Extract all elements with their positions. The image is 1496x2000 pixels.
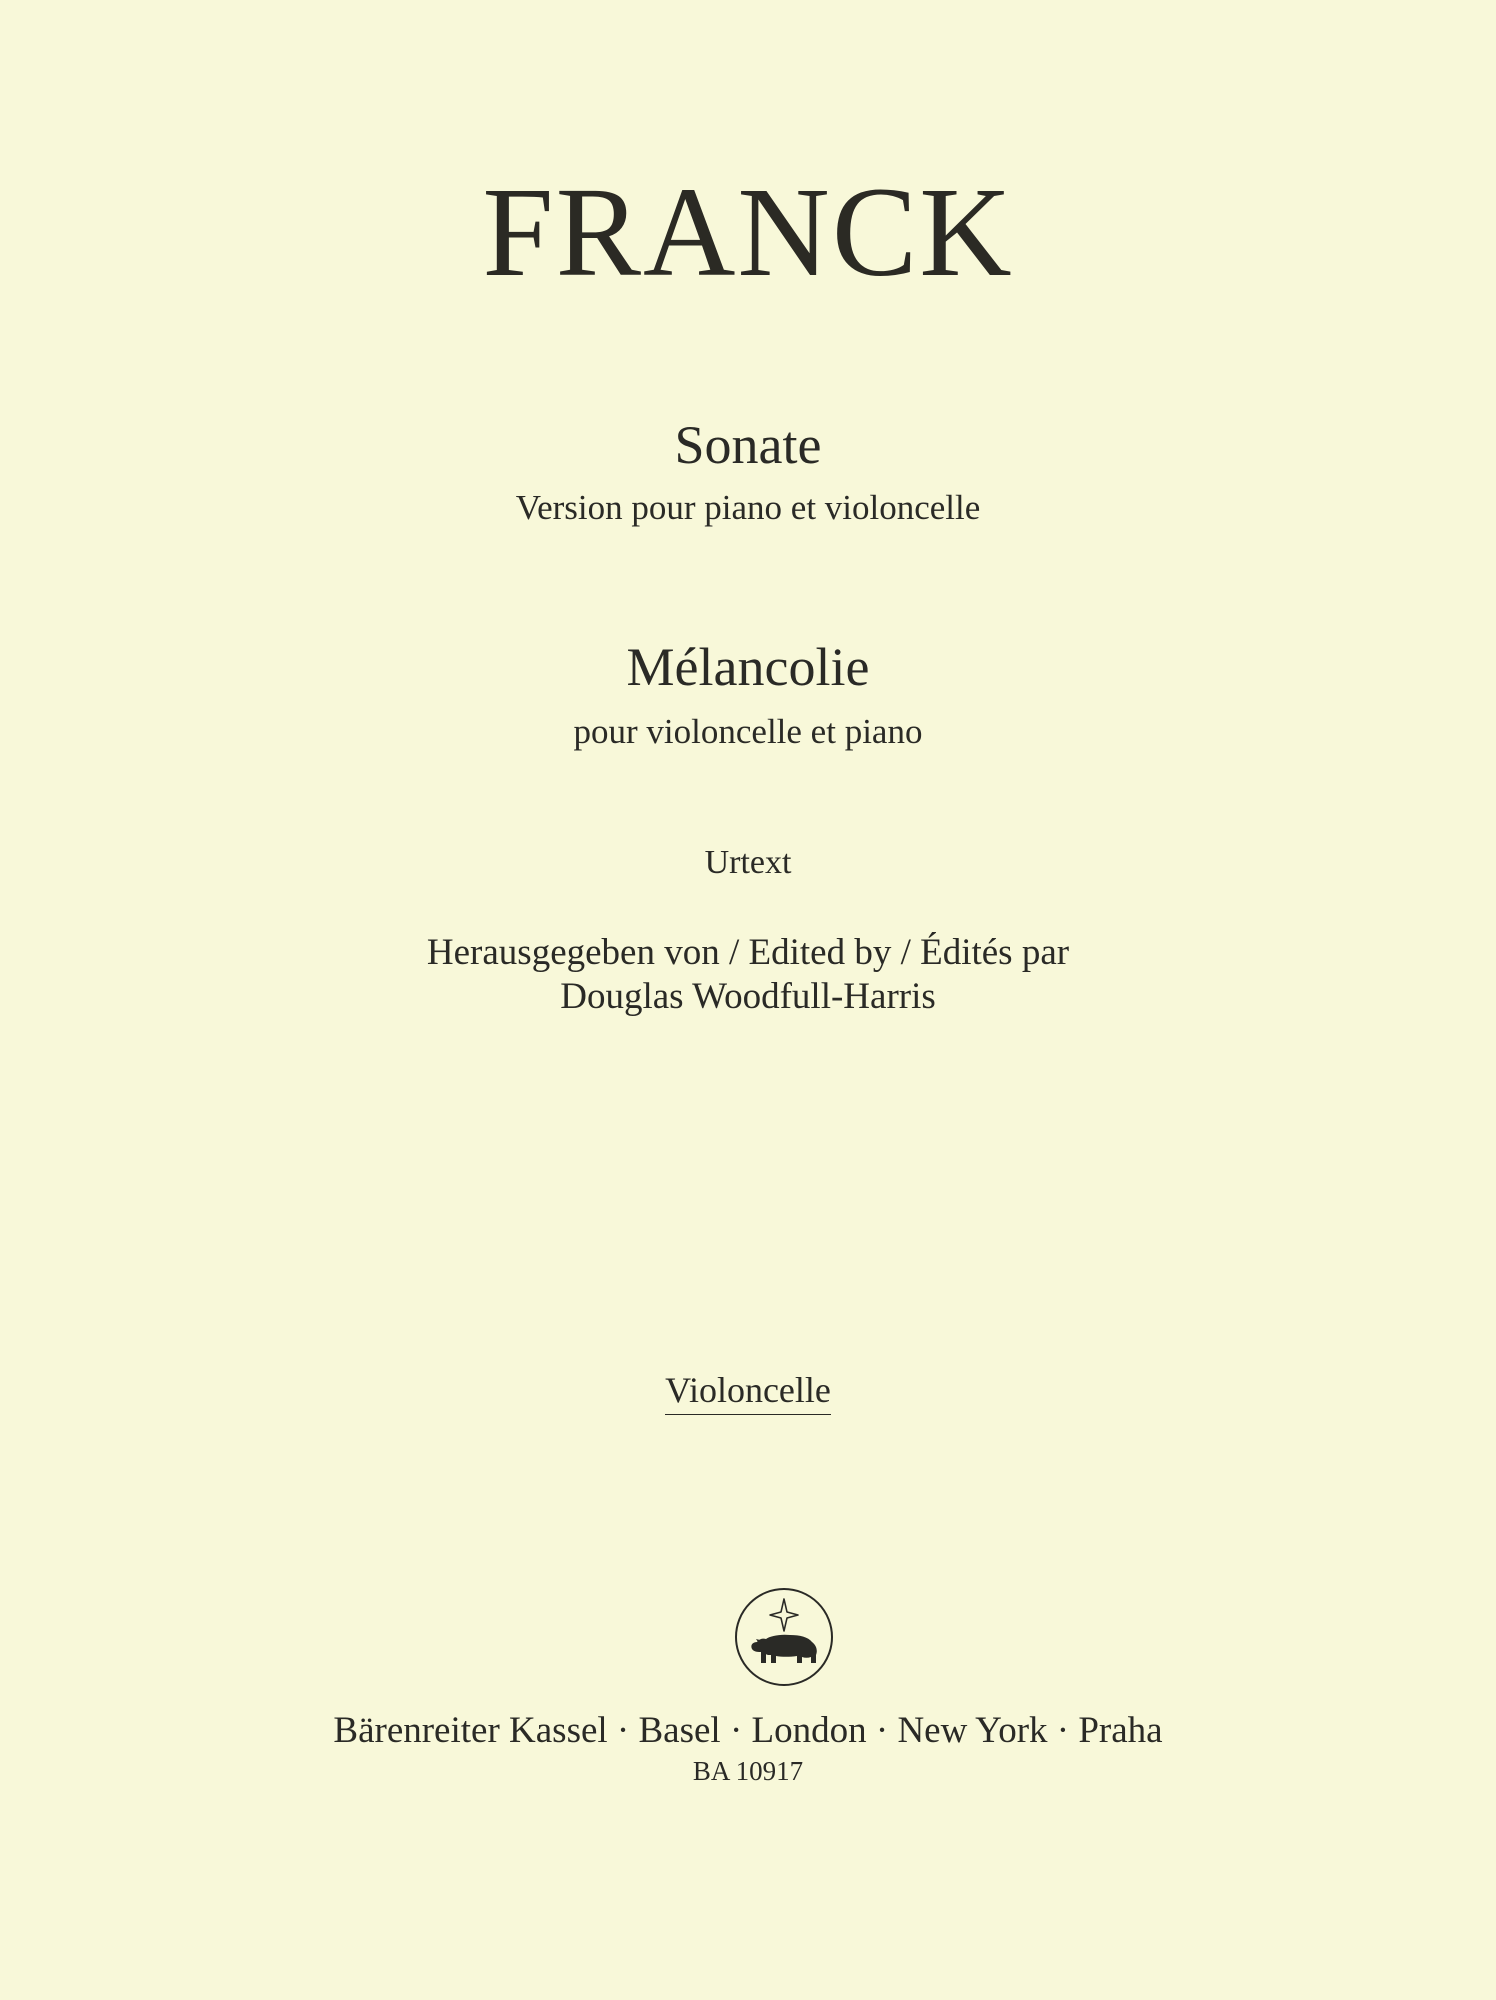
- instrument-part: [0, 1372, 1496, 1415]
- work-subtitle-melancolie: pour violoncelle et piano: [573, 712, 923, 751]
- composer-name: FRANCK: [482, 161, 1014, 303]
- baerenreiter-bear-logo-icon: [734, 1587, 834, 1687]
- work-title-melancolie: Mélancolie: [626, 637, 870, 697]
- work-title-sonate: Sonate: [674, 415, 822, 475]
- work-subtitle-sonate: Version pour piano et violoncelle: [515, 488, 981, 527]
- edition-type: Urtext: [704, 844, 792, 881]
- editor-line: Herausgegeben von / Edited by / Édités par: [426, 932, 1070, 973]
- publisher-line: Bärenreiter Kassel · Basel · London · New York · Praha: [333, 1710, 1163, 1751]
- editor-name: Douglas Woodfull-Harris: [560, 976, 936, 1017]
- instrument-label: Violoncelle: [665, 1372, 831, 1415]
- catalog-number: BA 10917: [692, 1756, 804, 1786]
